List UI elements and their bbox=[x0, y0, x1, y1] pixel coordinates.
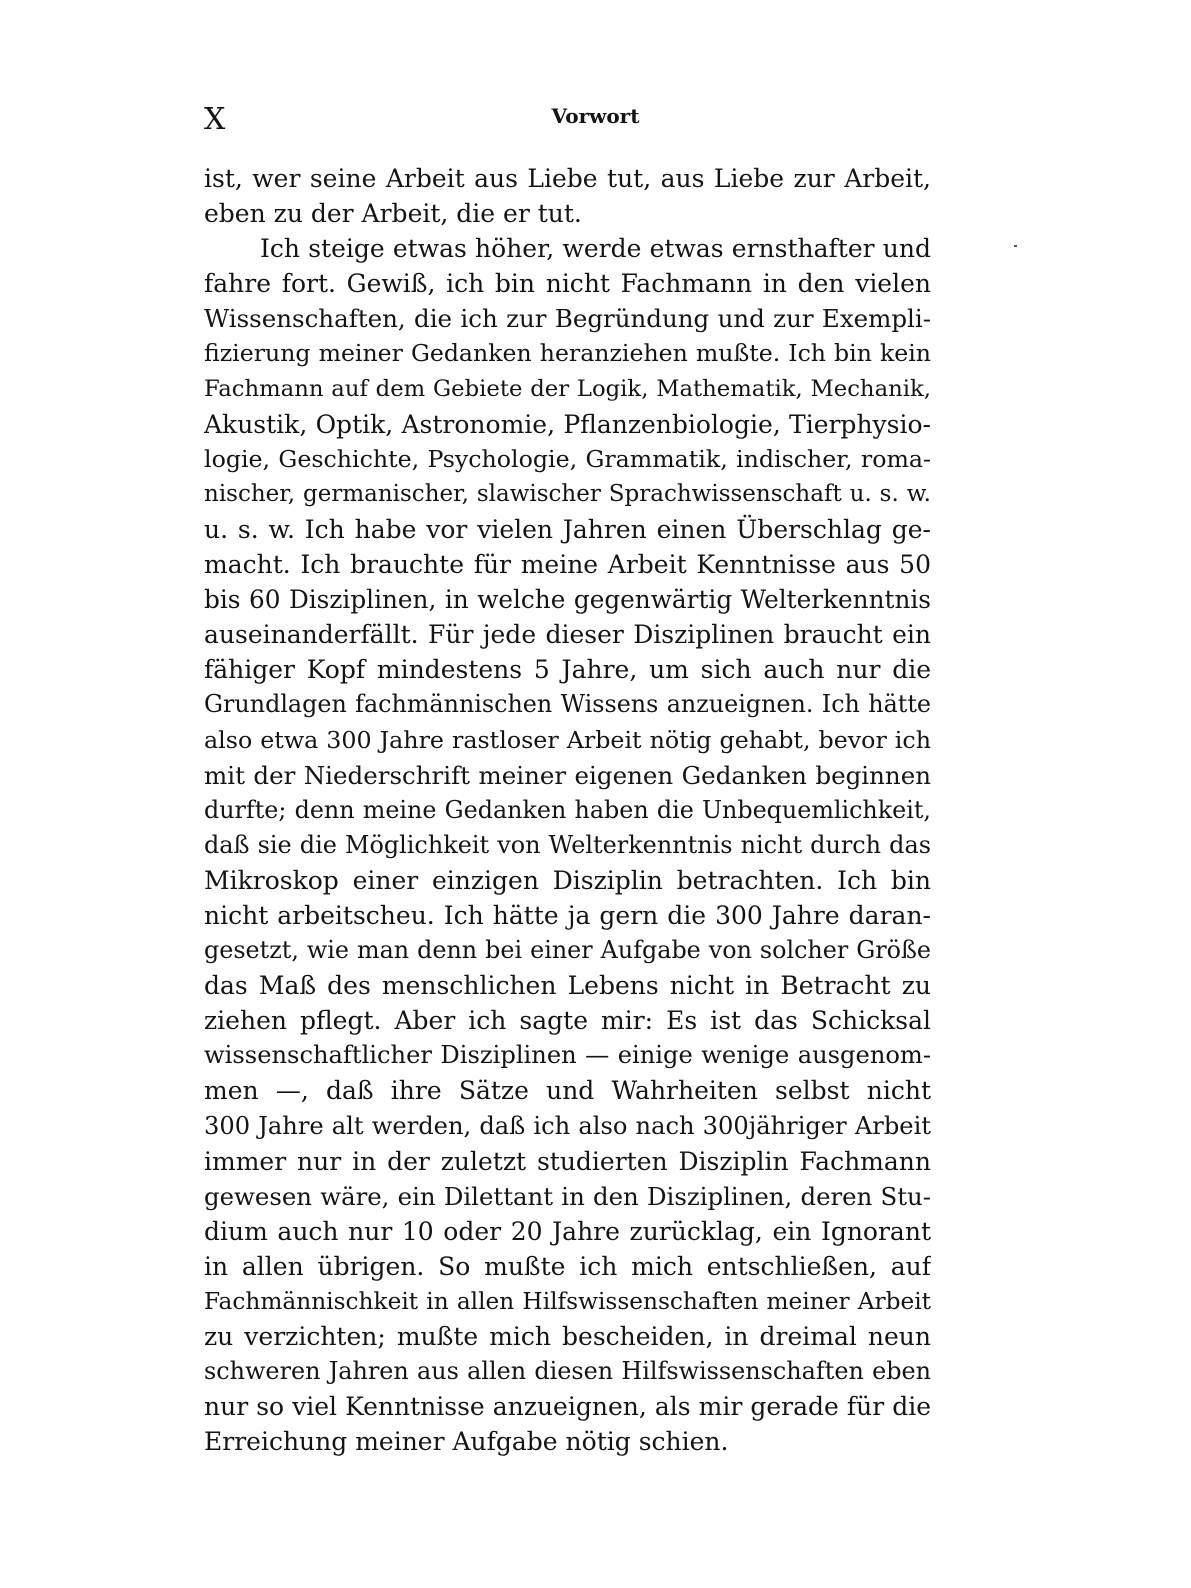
text-line: men —, daß ihre Sätze und Wahrheiten selbst nicht bbox=[204, 1076, 931, 1106]
text-line: daß sie die Möglichkeit von Welterkenntnis nicht durch das bbox=[204, 830, 931, 859]
text-line: auseinanderfällt. Für jede dieser Disziplinen braucht ein bbox=[204, 620, 931, 650]
text-line: immer nur in der zuletzt studierten Disziplin Fachmann bbox=[204, 1146, 931, 1176]
text-line: dium auch nur 10 oder 20 Jahre zurücklag, ein Ignorant bbox=[204, 1216, 931, 1246]
text-line: bis 60 Disziplinen, in welche gegenwärtig Welterkenntnis bbox=[204, 585, 931, 615]
text-line: also etwa 300 Jahre rastloser Arbeit nötig gehabt, bevor ich bbox=[204, 725, 931, 754]
text-line: Mikroskop einer einzigen Disziplin betrachten. Ich bin bbox=[204, 865, 931, 895]
body-text bbox=[204, 161, 931, 1459]
scan-speck bbox=[1014, 245, 1017, 247]
text-line: Wissenschaften, die ich zur Begründung und zur Exempli- bbox=[204, 304, 931, 334]
text-line: 300 Jahre alt werden, daß ich also nach 300jähriger Arbeit bbox=[204, 1111, 931, 1140]
text-line: ziehen pflegt. Aber ich sagte mir: Es ist das Schicksal bbox=[204, 1006, 931, 1036]
text-line: logie, Geschichte, Psychologie, Grammatik, indischer, roma- bbox=[204, 444, 931, 473]
text-line: fahre fort. Gewiß, ich bin nicht Fachmann in den vielen bbox=[204, 269, 931, 299]
text-line: wissenschaftlicher Disziplinen — einige wenige ausgenom- bbox=[204, 1041, 931, 1070]
text-line: fähiger Kopf mindestens 5 Jahre, um sich auch nur die bbox=[204, 655, 931, 685]
text-line: gewesen wäre, ein Dilettant in den Disziplinen, deren Stu- bbox=[204, 1181, 931, 1211]
running-head-title: Vorwort bbox=[551, 104, 640, 128]
page-number: X bbox=[204, 102, 227, 137]
text-line: zu verzichten; mußte mich bescheiden, in dreimal neun bbox=[204, 1322, 931, 1352]
text-line: Erreichung meiner Aufgabe nötig schien. bbox=[204, 1427, 729, 1457]
text-line: Fachmann auf dem Gebiete der Logik, Mathematik, Mechanik, bbox=[204, 375, 931, 402]
text-line: fizierung meiner Gedanken heranziehen mußte. Ich bin kein bbox=[204, 339, 931, 368]
text-line: gesetzt, wie man denn bei einer Aufgabe von solcher Größe bbox=[204, 936, 931, 965]
text-line: Grundlagen fachmännischen Wissens anzueignen. Ich hätte bbox=[204, 690, 931, 719]
text-line: nur so viel Kenntnisse anzueignen, als mir gerade für die bbox=[204, 1392, 931, 1422]
text-line: Fachmännischkeit in allen Hilfswissenschaften meiner Arbeit bbox=[204, 1288, 931, 1315]
text-line: Ich steige etwas höher, werde etwas ernsthafter und bbox=[260, 234, 931, 264]
text-line: eben zu der Arbeit, die er tut. bbox=[204, 199, 582, 229]
text-line: macht. Ich brauchte für meine Arbeit Kenntnisse aus 50 bbox=[204, 550, 931, 580]
text-line: schweren Jahren aus allen diesen Hilfswissenschaften eben bbox=[204, 1357, 931, 1386]
text-line: mit der Niederschrift meiner eigenen Gedanken beginnen bbox=[204, 760, 931, 790]
text-line: das Maß des menschlichen Lebens nicht in Betracht zu bbox=[204, 971, 931, 1001]
text-line: Akustik, Optik, Astronomie, Pflanzenbiologie, Tierphysio- bbox=[204, 409, 931, 439]
text-line: ist, wer seine Arbeit aus Liebe tut, aus Liebe zur Arbeit, bbox=[204, 164, 931, 193]
text-line: u. s. w. Ich habe vor vielen Jahren einen Überschlag ge- bbox=[204, 514, 931, 544]
text-line: in allen übrigen. So mußte ich mich entschließen, auf bbox=[204, 1251, 931, 1281]
text-line: nicht arbeitscheu. Ich hätte ja gern die 300 Jahre daran- bbox=[204, 900, 931, 930]
text-line: nischer, germanischer, slawischer Sprachwissenschaft u. s. w. bbox=[204, 480, 931, 507]
text-line: durfte; denn meine Gedanken haben die Unbequemlichkeit, bbox=[204, 795, 931, 824]
